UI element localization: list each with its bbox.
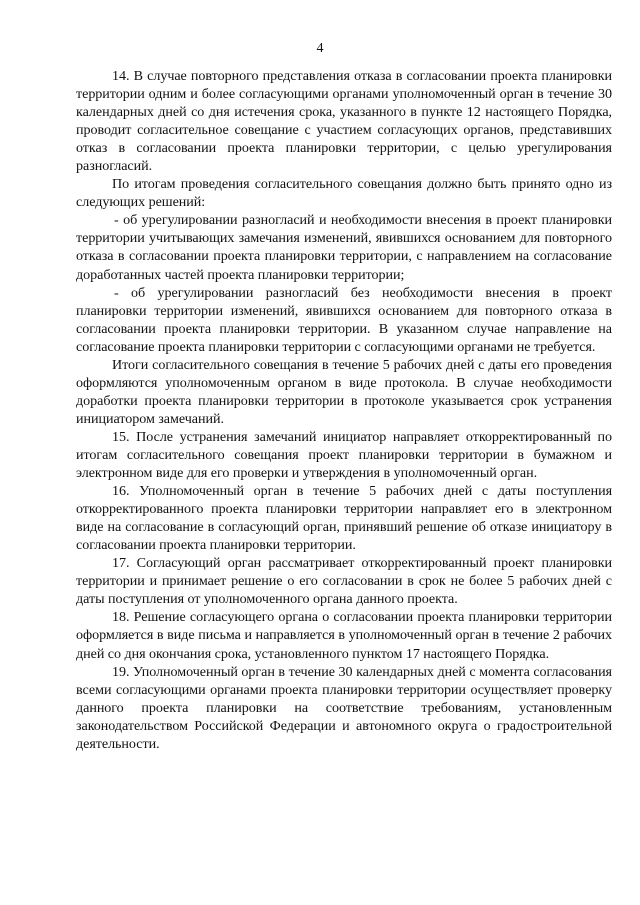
paragraph-item-16: 16. Уполномоченный орган в течение 5 рабочих дней с даты поступления откорректированного проекта планировки территории направляет его в электронном виде на согласование в согласующий орган, принявший решение об отказе инициатору в согласовании проекта планировки территории. xyxy=(76,483,612,554)
page-number: 4 xyxy=(316,41,324,56)
paragraph-item-19: 19. Уполномоченный орган в течение 30 календарных дней с момента согласования всеми согласующими органами проекта планировки территории осуществляет проверку данного проекта планировки на соответствие требованиям, установленным законодательством Российской Федерации и автономного округа о градостроительной деятельности. xyxy=(76,663,612,752)
paragraph-item-14: 14. В случае повторного представления отказа в согласовании проекта планировки территории одним и более согласующими органами уполномоченный орган в течение 30 календарных дней со дня истечения срока, указанного в пункте 12 настоящего Порядка, проводит согласительное совещание с участием согласующих органов, представивших отказ в согласовании проекта планировки территории, с целью урегулирования разногласий. xyxy=(76,68,612,175)
paragraph-item-17: 17. Согласующий орган рассматривает откорректированный проект планировки территории и принимает решение о его согласовании в срок не более 5 рабочих дней с даты поступления от уполномоченного органа данного проекта. xyxy=(76,555,612,608)
paragraph-decisions-intro: По итогам проведения согласительного совещания должно быть принято одно из следующих решений: xyxy=(76,176,612,211)
decision-option-without-changes: - об урегулировании разногласий без необходимости внесения в проект планировки территории изменений, явившихся основанием для повторного отказа в согласовании проекта планировки территории. В указанном случае направление на согласование проекта планировки территории с согласующими органами не требуется. xyxy=(76,284,612,355)
document-body xyxy=(76,67,612,753)
paragraph-protocol: Итоги согласительного совещания в течение 5 рабочих дней с даты его проведения оформляются уполномоченным органом в виде протокола. В случае необходимости доработки проекта планировки территории в протоколе указывается срок устранения инициатором замечаний. xyxy=(76,356,612,427)
paragraph-item-15: 15. После устранения замечаний инициатор направляет откорректированный по итогам согласительного совещания проект планировки территории в бумажном и электронном виде для его проверки и утверждения в уполномоченный орган. xyxy=(76,428,612,482)
decision-option-with-changes: - об урегулировании разногласий и необходимости внесения в проект планировки территории учитывающих замечания изменений, явившихся основанием для повторного отказа в согласовании проекта планировки территории, с направлением на согласование доработанных частей проекта планировки территории; xyxy=(76,212,612,283)
paragraph-item-18: 18. Решение согласующего органа о согласовании проекта планировки территории оформляется в виде письма и направляется в уполномоченный орган в течение 2 рабочих дней со дня окончания срока, установленного пунктом 17 настоящего Порядка. xyxy=(76,609,612,662)
